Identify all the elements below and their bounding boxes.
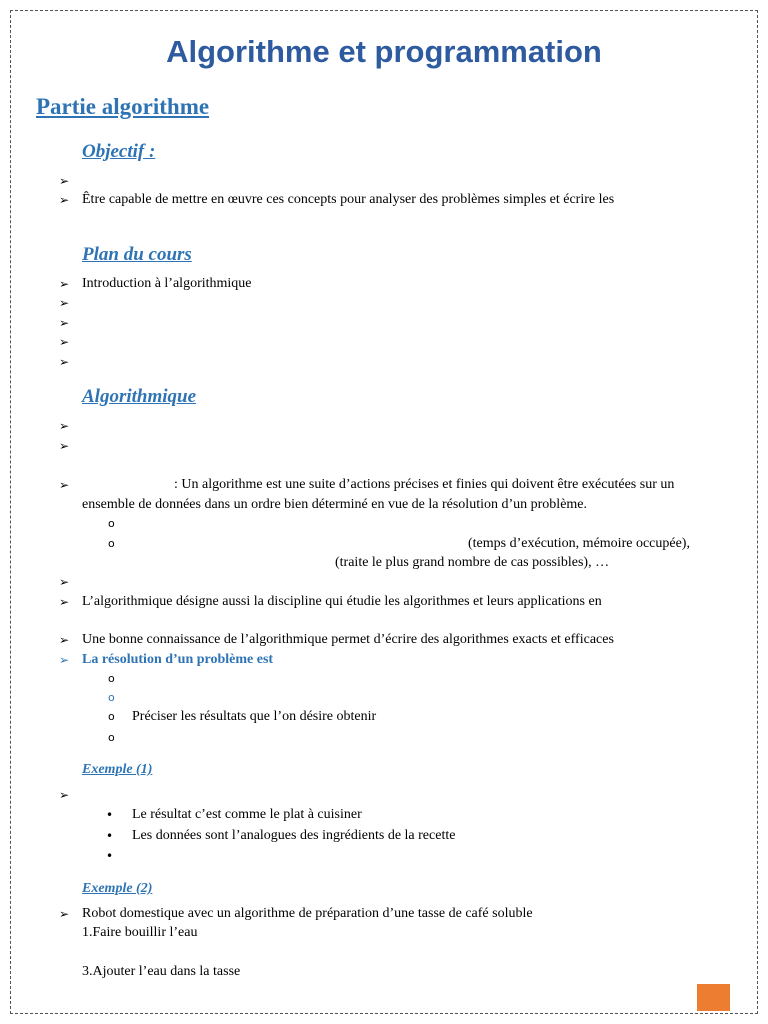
arrow-bullet: ➢ (59, 575, 70, 589)
arrow-bullet: ➢ (59, 633, 70, 647)
arrow-bullet: ➢ (59, 174, 70, 188)
dot-bullet: • (106, 849, 114, 863)
algorithmique-heading: Algorithmique (82, 386, 197, 407)
plan-heading: Plan du cours (82, 244, 192, 265)
circle-bullet: o (108, 691, 115, 704)
circle-bullet: o (108, 672, 115, 685)
exemple1-heading: Exemple (1) (82, 762, 153, 777)
arrow-bullet: ➢ (59, 296, 70, 310)
arrow-bullet: ➢ (59, 193, 70, 207)
arrow-bullet: ➢ (59, 478, 70, 492)
exemple1-item: Les données sont l’analogues des ingrédients de la recette (132, 828, 456, 843)
resolution-heading: La résolution d’un problème est (82, 652, 274, 667)
exemple2-heading: Exemple (2) (82, 881, 153, 896)
arrow-bullet: ➢ (59, 335, 70, 349)
objectif-heading: Objectif : (82, 141, 156, 162)
performance-text: (temps d’exécution, mémoire occupée), (468, 536, 690, 551)
circle-bullet: o (108, 517, 115, 530)
document-title: Algorithme et programmation (166, 34, 602, 69)
arrow-bullet: ➢ (59, 653, 70, 667)
performance-text: (traite le plus grand nombre de cas possibles), … (335, 555, 610, 570)
arrow-bullet: ➢ (59, 788, 70, 802)
circle-bullet: o (108, 710, 115, 723)
arrow-bullet: ➢ (59, 439, 70, 453)
definition-line: ensemble de données dans un ordre bien déterminé en vue de la résolution d’un problème. (82, 497, 588, 512)
arrow-bullet: ➢ (59, 277, 70, 291)
dot-bullet: • (106, 829, 114, 843)
objectif-text: Être capable de mettre en œuvre ces concepts pour analyser des problèmes simples et écrire les (82, 192, 615, 207)
arrow-bullet: ➢ (59, 595, 70, 609)
arrow-bullet: ➢ (59, 907, 70, 921)
exemple2-text: Robot domestique avec un algorithme de préparation d’une tasse de café soluble (82, 906, 533, 921)
resolution-step: Préciser les résultats que l’on désire obtenir (132, 709, 377, 724)
definition-line: : Un algorithme est une suite d’actions précises et finies qui doivent être exécutées sur un (174, 477, 675, 492)
discipline-text: L’algorithmique désigne aussi la discipline qui étudie les algorithmes et leurs applications en (82, 594, 602, 609)
exemple2-step: 3.Ajouter l’eau dans la tasse (82, 964, 241, 979)
page-corner-marker (697, 984, 730, 1011)
circle-bullet: o (108, 731, 115, 744)
arrow-bullet: ➢ (59, 316, 70, 330)
dot-bullet: • (106, 808, 114, 822)
exemple2-step: 1.Faire bouillir l’eau (82, 925, 198, 940)
arrow-bullet: ➢ (59, 419, 70, 433)
plan-item: Introduction à l’algorithmique (82, 276, 252, 291)
circle-bullet: o (108, 537, 115, 550)
part-heading: Partie algorithme (36, 94, 210, 119)
exemple1-item: Le résultat c’est comme le plat à cuisiner (132, 807, 362, 822)
arrow-bullet: ➢ (59, 355, 70, 369)
connaissance-text: Une bonne connaissance de l’algorithmique permet d’écrire des algorithmes exacts et efficaces (82, 632, 614, 647)
